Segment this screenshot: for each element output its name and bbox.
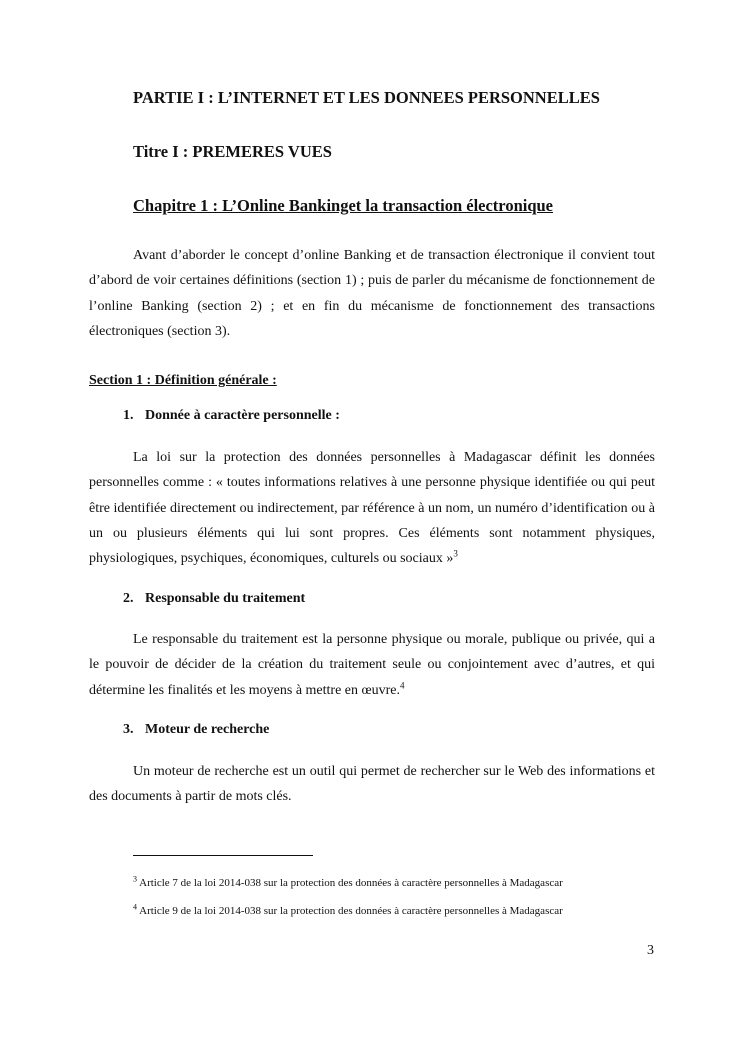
footnote-4 [133, 902, 563, 917]
list-item-number: 1. [123, 408, 134, 423]
list-item-label: Responsable du traitement [145, 591, 306, 606]
list-item-label: Moteur de recherche [145, 722, 270, 737]
title-heading: Titre I : PREMERES VUES [133, 142, 332, 161]
page-number: 3 [647, 943, 654, 958]
list-item-3-heading [123, 722, 269, 738]
definition-paragraph-controller [89, 627, 655, 703]
paragraph-text: La loi sur la protection des données personnelles à Madagascar définit les données personnelles comme : « toutes informations relatives à une personne physique identifiée ou qui peut être identifiée directement ou indirectement, par référence à un nom, un numéro d’identification ou à un ou plusieurs éléments qui lui sont propres. Ces éléments sont notamment physiques, physiologiques, psychiques, économiques, culturels ou sociaux » [89, 450, 655, 567]
footnote-number: 3 [133, 874, 137, 884]
list-item-number: 2. [123, 591, 134, 606]
footnote-text: Article 9 de la loi 2014-038 sur la protection des données à caractère personnelles à Madagascar [137, 905, 563, 917]
chapter-heading: Chapitre 1 : L’Online Bankinget la transaction électronique [133, 196, 554, 215]
footnote-ref[interactable]: 3 [453, 548, 458, 559]
list-item-1-heading [123, 408, 340, 424]
footnote-text: Article 7 de la loi 2014-038 sur la protection des données à caractère personnelles à Madagascar [137, 877, 563, 889]
list-item-2-heading [123, 591, 305, 607]
intro-paragraph: Avant d’aborder le concept d’online Banking et de transaction électronique il convient tout d’abord de voir certaines définitions (section 1) ; puis de parler du mécanisme de fonctionnement de l’online Banking (section 2) ; et en fin du mécanisme de fonctionnement des transactions électroniques (section 3). [89, 248, 655, 339]
paragraph-text: Le responsable du traitement est la personne physique ou morale, publique ou privée, qui a le pouvoir de décider de la création du traitement seule ou conjointement avec d’autres, et qui détermine les finalités et les moyens à mettre en œuvre. [89, 632, 655, 698]
footnote-separator [133, 855, 313, 856]
section-1-title: Section 1 : Définition générale : [89, 373, 277, 388]
part-heading: PARTIE I : L’INTERNET ET LES DONNEES PERSONNELLES [133, 88, 600, 107]
definition-paragraph-search-engine: Un moteur de recherche est un outil qui permet de rechercher sur le Web des informations et des documents à partir de mots clés. [89, 764, 655, 805]
footnote-3 [133, 874, 563, 889]
list-item-label: Donnée à caractère personnelle : [145, 408, 340, 423]
list-item-number: 3. [123, 722, 134, 737]
footnote-ref[interactable]: 4 [400, 679, 405, 690]
footnote-number: 4 [133, 902, 137, 912]
definition-paragraph-personal-data [89, 445, 655, 571]
